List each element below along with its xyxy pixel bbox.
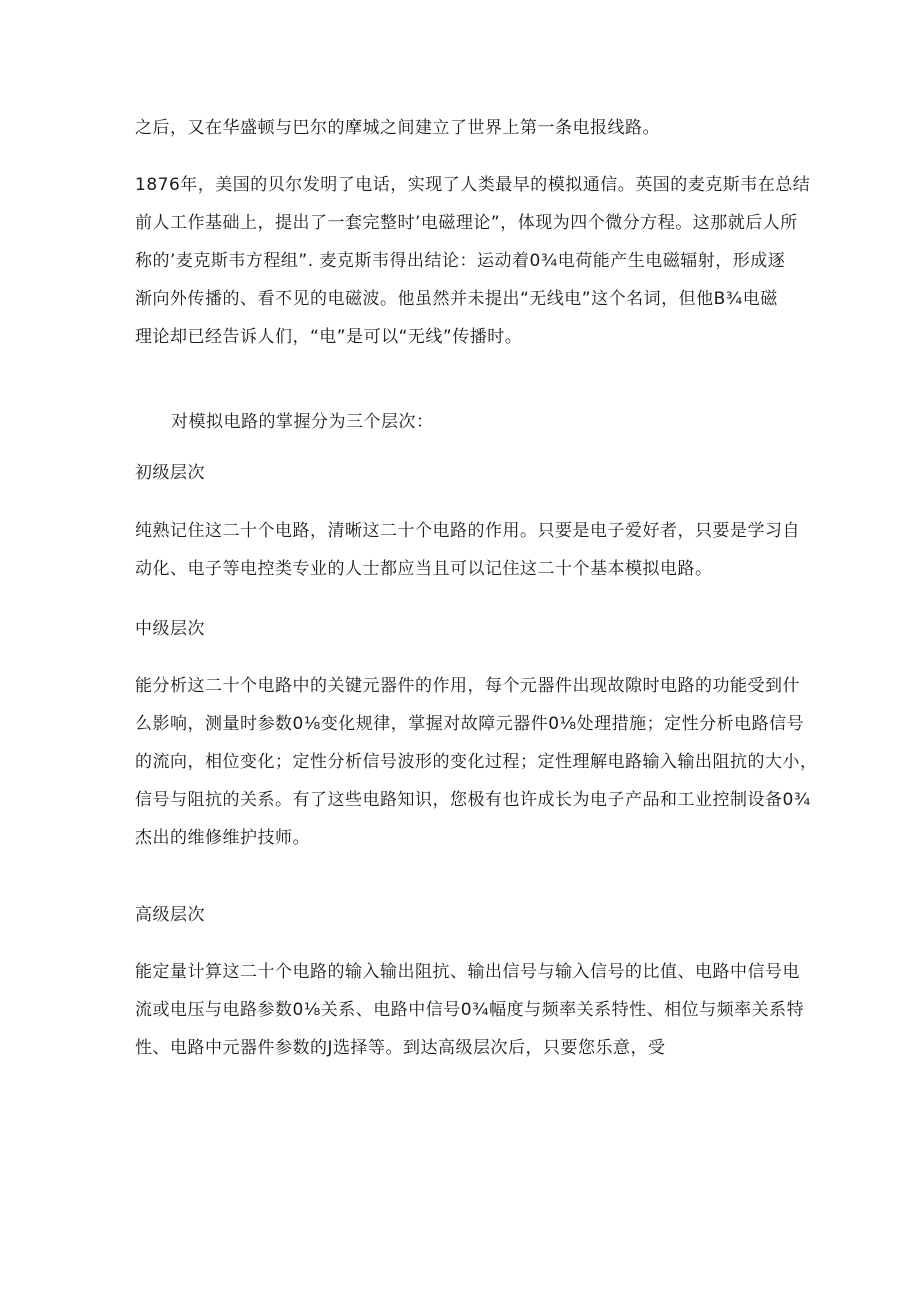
heading-advanced-level (135, 896, 785, 934)
heading-text: 中级层次 (135, 619, 205, 639)
text-line: 1876年，美国的贝尔发明了电话，实现了人类最早的模拟通信。英国的麦克斯韦在总结 (135, 175, 811, 195)
text-line: 对模拟电路的掌握分为三个层次： (171, 412, 434, 432)
paragraph-intermediate-level (135, 667, 818, 857)
text-line: 理论却已经告诉人们，“电”是可以“无线”传播时。 (135, 327, 523, 347)
paragraph-telephone-history (135, 166, 811, 356)
text-line: 纯熟记住这二十个电路，清晰这二十个电路的作用。只要是电子爱好者，只要是学习自 (135, 521, 800, 541)
paragraph-beginner-level (135, 512, 800, 588)
text-line: 能分析这二十个电路中的关键元器件的作用，每个元器件出现故隙时电路的功能受到什 (135, 676, 800, 696)
text-line: 性、电路中元器件参数的J选择等。到达高级层次后，只要您乐意，受 (135, 1038, 666, 1058)
text-line: 杰出的维修维护技师。 (135, 828, 310, 848)
text-line: 信号与阻抗的关系。有了这些电路知识，您极有也许成长为电子产品和工业控制设备0¾ (135, 790, 811, 810)
text-line: 流或电压与电路参数0⅛关系、电路中信号0¾幅度与频率关系特性、相位与频率关系特 (135, 1000, 805, 1020)
heading-intermediate-level (135, 610, 785, 648)
paragraph-three-levels-intro (135, 403, 785, 441)
text-line: 动化、电子等电控类专业的人士都应当且可以记住这二十个基本模拟电路。 (135, 559, 713, 579)
text-line: 么影响，测量时参数0⅛变化规律，掌握对故障元器件0⅛处理措施；定性分析电路信号 (135, 714, 805, 734)
text-line: 渐向外传播的、看不见的电磁波。他虽然并未提出“无线电”这个名词，但他B¾电磁 (135, 289, 778, 309)
text-line: 前人工作基础上，提出了一套完整时’电磁理论”，体现为四个微分方程。这那就后人所 (135, 213, 798, 233)
text-line: 能定量计算这二十个电路的输入输出阻抗、输出信号与输入信号的比值、电路中信号电 (135, 962, 800, 982)
heading-text: 初级层次 (135, 463, 205, 483)
paragraph-advanced-level (135, 953, 805, 1067)
text-line: 称的’麦克斯韦方程组”. 麦克斯韦得出结论：运动着0¾电荷能产生电磁辐射，形成逐 (135, 251, 786, 271)
paragraph-telegraph-line (135, 109, 785, 147)
text-line: 的流向，相位变化；定性分析信号波形的变化过程；定性理解电路输入输出阻抗的大小， (135, 752, 818, 772)
text-line: 之后，又在华盛顿与巴尔的摩城之间建立了世界上第一条电报线路。 (135, 118, 660, 138)
heading-text: 高级层次 (135, 905, 205, 925)
heading-beginner-level (135, 454, 785, 492)
